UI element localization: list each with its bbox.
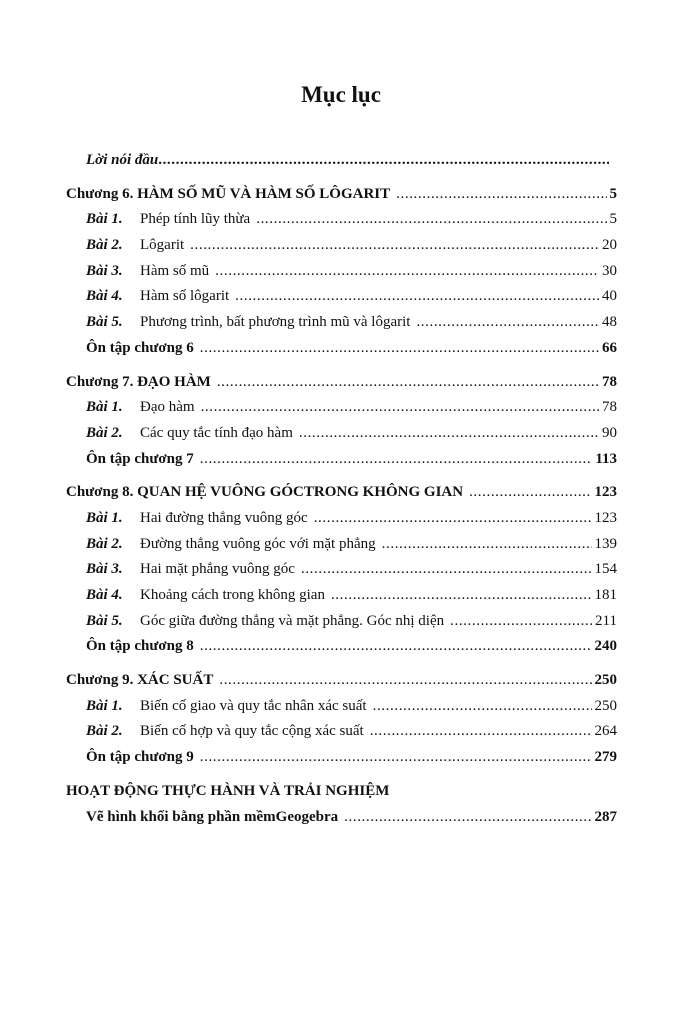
- lesson-label: Bài 1.: [86, 399, 123, 416]
- dot-leader: [370, 719, 592, 745]
- page-number: 5: [609, 211, 617, 228]
- lesson-label: Bài 2.: [86, 723, 123, 740]
- dot-leader: [450, 609, 592, 635]
- page-number: 40: [602, 288, 617, 305]
- lesson-label: Bài 1.: [86, 509, 123, 526]
- dot-leader: [331, 583, 592, 609]
- dot-leader: [200, 634, 592, 660]
- lesson-label: Bài 5.: [86, 314, 123, 331]
- dot-leader: [301, 557, 592, 583]
- lesson-label: Bài 2.: [86, 424, 123, 441]
- dot-leader: [256, 207, 606, 233]
- dot-leader: [201, 395, 599, 421]
- toc-lesson[interactable]: [66, 284, 617, 310]
- dot-leader: [299, 421, 599, 447]
- page-number: 90: [602, 424, 617, 441]
- dot-leader: [158, 148, 609, 174]
- page-number: 181: [594, 587, 617, 603]
- lesson-title: Phương trình, bất phương trình mũ và lôgarit: [140, 314, 411, 331]
- lesson-title: Hàm số mũ: [140, 262, 210, 279]
- dot-leader: [215, 259, 599, 285]
- page-number: 30: [602, 262, 617, 279]
- toc-chapter[interactable]: [66, 480, 617, 506]
- lesson-label: Bài 4.: [86, 288, 123, 305]
- page-title: Mục lục: [301, 82, 381, 107]
- dot-leader: [190, 233, 599, 259]
- dot-leader: [396, 182, 606, 208]
- toc-lesson[interactable]: [66, 719, 617, 745]
- chapter-title: Chương 9. XÁC SUẤT: [66, 672, 214, 689]
- lesson-title: Đạo hàm: [140, 399, 195, 416]
- toc-lesson[interactable]: [66, 310, 617, 336]
- lesson-title: Đường thẳng vuông góc với mặt phẳng: [140, 535, 376, 552]
- review-title: Ôn tập chương 8: [86, 638, 194, 655]
- toc-review[interactable]: [66, 634, 617, 660]
- toc-chapter[interactable]: [66, 668, 617, 694]
- lesson-title: Hàm số lôgarit: [140, 288, 230, 305]
- lesson-label: Bài 3.: [86, 561, 123, 578]
- lesson-title: Hai đường thẳng vuông góc: [140, 509, 308, 526]
- review-title: Ôn tập chương 9: [86, 749, 194, 766]
- toc-lesson[interactable]: [66, 583, 617, 609]
- section-title: HOẠT ĐỘNG THỰC HÀNH VÀ TRẢI NGHIỆM: [66, 782, 390, 799]
- toc-entry-preface[interactable]: [66, 148, 617, 174]
- page-number: 279: [594, 749, 617, 766]
- page-number: 154: [594, 561, 617, 578]
- toc-review[interactable]: [66, 447, 617, 473]
- lesson-title: Hai mặt phẳng vuông góc: [140, 561, 295, 578]
- page-number: 123: [594, 484, 617, 501]
- dot-leader: [382, 532, 592, 558]
- page-number: 78: [602, 373, 617, 390]
- dot-leader: [416, 310, 599, 336]
- dot-leader: [235, 284, 599, 310]
- page-number: 264: [594, 723, 617, 740]
- entry-title: Vẽ hình khối bằng phần mềmGeogebra: [86, 808, 339, 825]
- lesson-label: Bài 3.: [86, 262, 123, 279]
- toc-review[interactable]: [66, 745, 617, 771]
- toc-lesson[interactable]: [66, 207, 617, 233]
- toc-lesson[interactable]: [66, 506, 617, 532]
- chapter-title: Chương 7. ĐẠO HÀM: [66, 373, 211, 390]
- dot-leader: [344, 805, 591, 831]
- page-number: 48: [602, 314, 617, 331]
- page-number: 287: [594, 808, 617, 825]
- lesson-title: Biến cố giao và quy tắc nhân xác suất: [140, 697, 367, 714]
- page-number: 123: [594, 509, 617, 526]
- entry-title: Lời nói đầu: [86, 152, 159, 168]
- toc-review[interactable]: [66, 336, 617, 362]
- dot-leader: [469, 480, 591, 506]
- toc-lesson[interactable]: [66, 233, 617, 259]
- lesson-label: Bài 2.: [86, 535, 123, 552]
- lesson-label: Bài 1.: [86, 697, 123, 714]
- lesson-label: Bài 4.: [86, 587, 123, 603]
- page-number: 240: [594, 638, 617, 655]
- page-number: 250: [594, 697, 617, 714]
- toc-lesson[interactable]: [66, 421, 617, 447]
- toc-entry-activity-item[interactable]: [66, 805, 617, 831]
- chapter-title: Chương 8. QUAN HỆ VUÔNG GÓCTRONG KHÔNG GIAN: [66, 484, 464, 501]
- page-number: 66: [602, 339, 617, 356]
- page-number: 250: [594, 672, 617, 689]
- dot-leader: [200, 745, 592, 771]
- toc-chapter[interactable]: [66, 370, 617, 396]
- page-number: 113: [595, 450, 617, 467]
- lesson-label: Bài 1.: [86, 211, 123, 228]
- lesson-title: Góc giữa đường thẳng và mặt phẳng. Góc nhị diện: [140, 612, 445, 629]
- page-number: 5: [609, 185, 617, 202]
- dot-leader: [200, 447, 593, 473]
- page-number: 78: [602, 399, 617, 416]
- toc-chapter[interactable]: [66, 182, 617, 208]
- lesson-label: Bài 5.: [86, 612, 123, 629]
- dot-leader: [219, 668, 591, 694]
- lesson-title: Khoảng cách trong không gian: [140, 587, 325, 603]
- toc-lesson[interactable]: [66, 609, 617, 635]
- chapter-title: Chương 6. HÀM SỐ MŨ VÀ HÀM SỐ LÔGARIT: [66, 185, 391, 202]
- lesson-label: Bài 2.: [86, 237, 123, 254]
- toc-lesson[interactable]: [66, 694, 617, 720]
- lesson-title: Các quy tắc tính đạo hàm: [140, 424, 293, 441]
- toc-lesson[interactable]: [66, 532, 617, 558]
- dot-leader: [373, 694, 592, 720]
- lesson-title: Lôgarit: [140, 237, 185, 254]
- toc-lesson[interactable]: [66, 395, 617, 421]
- dot-leader: [200, 336, 599, 362]
- lesson-title: Biến cố hợp và quy tắc cộng xác suất: [140, 723, 364, 740]
- page-number: 211: [595, 612, 617, 629]
- review-title: Ôn tập chương 7: [86, 450, 194, 467]
- dot-leader: [314, 506, 592, 532]
- table-of-contents: [66, 148, 617, 830]
- toc-lesson[interactable]: [66, 557, 617, 583]
- toc-lesson[interactable]: [66, 259, 617, 285]
- toc-section-activity[interactable]: [66, 779, 617, 805]
- review-title: Ôn tập chương 6: [86, 339, 194, 356]
- lesson-title: Phép tính lũy thừa: [140, 211, 251, 228]
- page-number: 139: [594, 535, 617, 552]
- dot-leader: [217, 370, 599, 396]
- page-number: 20: [602, 237, 617, 254]
